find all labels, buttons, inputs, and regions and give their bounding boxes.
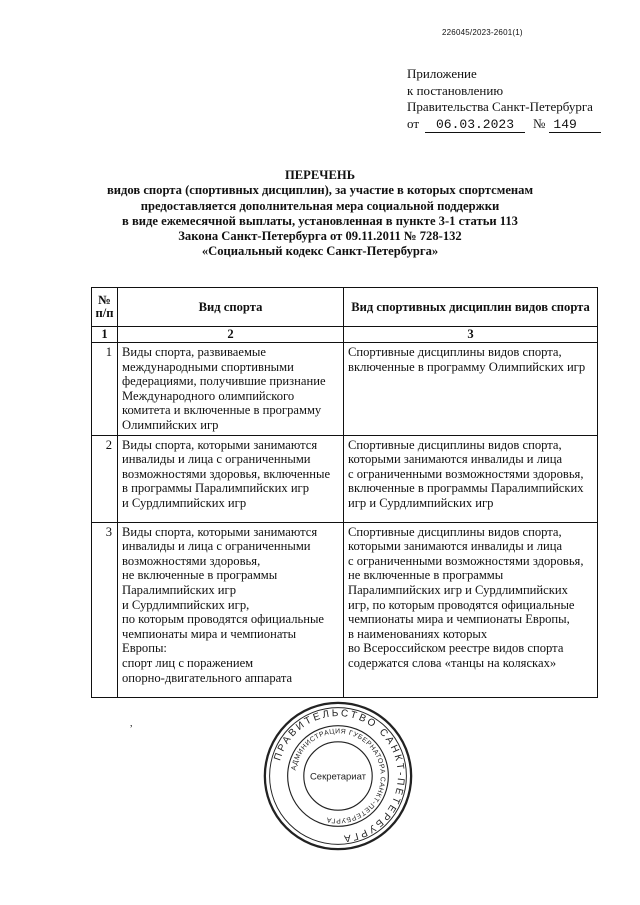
sport-line: чемпионаты мира и чемпионаты [122, 626, 297, 641]
discipline-line: игр, по которым проводятся официальные [348, 597, 575, 612]
discipline-line: Спортивные дисциплины видов спорта, [348, 345, 562, 359]
sport-line: Международного олимпийского [122, 388, 295, 403]
discipline-line: которыми занимаются инвалиды и лица [348, 452, 563, 467]
sport-line: и Сурдлимпийских игр, [122, 597, 250, 612]
discipline-line: в наименованиях которых [348, 626, 488, 641]
sport-line: Виды спорта, развиваемые [122, 345, 266, 359]
discipline-line: включенные в программу Олимпийских игр [348, 359, 586, 374]
title-line-1: видов спорта (спортивных дисциплин), за участие в которых спортсменам [106, 183, 534, 198]
sport-line: спорт лиц с поражением [122, 655, 254, 670]
footnote-mark: , [130, 718, 133, 729]
discipline-line: Спортивные дисциплины видов спорта, [348, 437, 562, 452]
discipline-line: с ограниченными возможностями здоровья, [348, 553, 584, 568]
sport-cell [118, 435, 344, 522]
sport-line: в программы Паралимпийских игр [122, 481, 310, 496]
sport-cell [118, 522, 344, 697]
column-number-row [92, 327, 598, 343]
appendix-line-1: Приложение [407, 66, 477, 81]
disciplines-cell [344, 522, 598, 697]
title-heading: ПЕРЕЧЕНЬ [284, 168, 356, 182]
discipline-line: которыми занимаются инвалиды и лица [348, 539, 563, 554]
sport-line: инвалиды и лица с ограниченными [122, 539, 311, 554]
discipline-line: игр и Сурдлимпийских игр [348, 495, 494, 510]
discipline-line: не включенные в программы [348, 568, 504, 583]
table-row [92, 435, 598, 522]
sport-line: не включенные в программы [122, 568, 278, 583]
stamp-outer-text: ПРАВИТЕЛЬСТВО САНКТ-ПЕТЕРБУРГА [272, 708, 406, 844]
discipline-line: Паралимпийских игр и Сурдлимпийских [348, 582, 568, 597]
sport-line: федерациями, получившие признание [122, 374, 326, 389]
table-header-row [92, 288, 598, 327]
discipline-line: с ограниченными возможностями здоровья, [348, 466, 584, 481]
title-line-3: в виде ежемесячной выплаты, установленная в пункте 3-1 статьи 113 [122, 213, 518, 228]
sports-table [91, 287, 598, 698]
document-id: 226045/2023-2601(1) [442, 28, 523, 37]
title-line-4: Закона Санкт-Петербурга от 09.11.2011 № 728-132 [178, 229, 462, 244]
appendix-block [407, 66, 601, 133]
row-number: 1 [92, 343, 118, 436]
official-stamp [262, 700, 414, 852]
stamp-center-text: Секретариат [309, 771, 367, 783]
stamp-inner-text: АДМИНИСТРАЦИЯ ГУБЕРНАТОРА САНКТ-ПЕТЕРБУРГА [290, 728, 386, 824]
row-number: 2 [92, 435, 118, 522]
title-line-2: предоставляется дополнительная мера социальной поддержки [140, 198, 500, 213]
resolution-date: 06.03.2023 [425, 117, 525, 133]
sport-line: возможностями здоровья, включенные [122, 466, 331, 481]
header-number [92, 288, 118, 327]
sport-line: Виды спорта, которыми занимаются [122, 437, 318, 452]
sport-line: возможностями здоровья, [122, 553, 261, 568]
column-number-1: 1 [92, 327, 118, 343]
table-row [92, 343, 598, 436]
row-number: 3 [92, 522, 118, 697]
sport-line: Паралимпийских игр [122, 582, 236, 597]
sport-line: комитета и включенные в программу [122, 403, 322, 418]
sport-cell [118, 343, 344, 436]
column-number-3: 3 [344, 327, 598, 343]
sport-line: по которым проводятся официальные [122, 612, 325, 627]
header-sport: Вид спорта [118, 288, 344, 327]
disciplines-cell [344, 435, 598, 522]
sport-line: инвалиды и лица с ограниченными [122, 452, 311, 467]
discipline-line: чемпионаты мира и чемпионаты Европы, [348, 612, 570, 627]
appendix-line-2: к постановлению [407, 82, 504, 98]
disciplines-cell [344, 343, 598, 436]
sport-line: Европы: [122, 641, 167, 656]
discipline-line: включенные в программы Паралимпийских [348, 481, 584, 496]
discipline-line: Спортивные дисциплины видов спорта, [348, 524, 562, 539]
sport-line: опорно-двигательного аппарата [122, 670, 293, 685]
header-number-line-2: п/п [95, 306, 114, 320]
sport-line: и Сурдлимпийских игр [122, 495, 247, 510]
number-label: № [533, 115, 546, 131]
header-disciplines: Вид спортивных дисциплин видов спорта [344, 288, 598, 327]
document-title [70, 168, 570, 260]
from-label: от [407, 115, 420, 131]
column-number-2: 2 [118, 327, 344, 343]
sport-line: Виды спорта, которыми занимаются [122, 524, 318, 539]
appendix-line-3: Правительства Санкт-Петербурга [407, 99, 593, 114]
header-number-line-1: № [98, 293, 111, 307]
title-line-5: «Социальный кодекс Санкт-Петербурга» [201, 244, 439, 259]
discipline-line: во Всероссийском реестре видов спорта [348, 641, 564, 656]
sport-line: международными спортивными [122, 359, 294, 374]
appendix-date-line [407, 116, 601, 133]
sport-line: Олимпийских игр [122, 417, 219, 432]
resolution-number: 149 [549, 117, 601, 133]
table-row [92, 522, 598, 697]
discipline-line: содержатся слова «танцы на колясках» [348, 655, 557, 670]
